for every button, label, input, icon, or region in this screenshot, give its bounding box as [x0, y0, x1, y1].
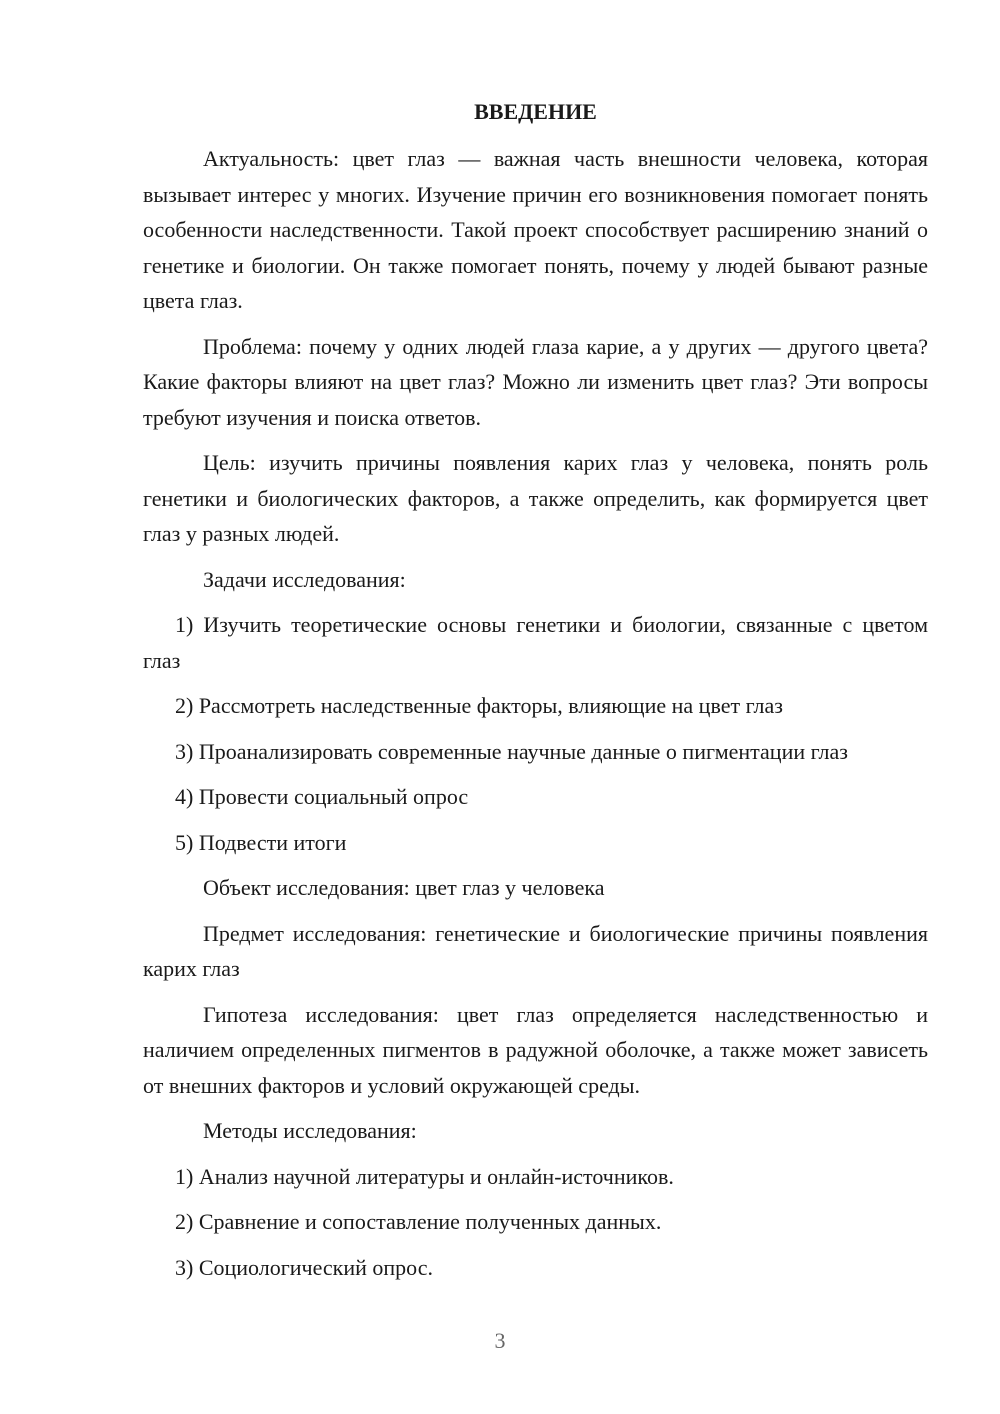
subject-paragraph: Предмет исследования: генетические и биологические причины появления карих глаз	[143, 920, 928, 981]
page-number: 3	[494, 1328, 506, 1353]
method-item-3: 3) Социологический опрос.	[175, 1254, 433, 1280]
section-title: ВВЕДЕНИЕ	[474, 99, 597, 124]
methods-heading: Методы исследования:	[203, 1118, 417, 1143]
method-item-1: 1) Анализ научной литературы и онлайн-источников.	[175, 1163, 674, 1189]
task-item-4: 4) Провести социальный опрос	[175, 784, 469, 809]
hypothesis-paragraph: Гипотеза исследования: цвет глаз определяется наследственностью и наличием определенных пигментов в радужной оболочке, а также может зависеть от внешних факторов и условий окружающей среды.	[143, 1001, 928, 1098]
goal-paragraph: Цель: изучить причины появления карих глаз у человека, понять роль генетики и биологических факторов, а также определить, как формируется цвет глаз у разных людей.	[143, 450, 928, 546]
document-page	[143, 94, 928, 1295]
object-paragraph: Объект исследования: цвет глаз у человека	[203, 875, 605, 900]
problem-paragraph: Проблема: почему у одних людей глаза карие, а у других — другого цвета? Какие факторы влияют на цвет глаз? Можно ли изменить цвет глаз? Эти вопросы требуют изучения и поиска ответов.	[143, 333, 928, 430]
tasks-heading: Задачи исследования:	[203, 566, 406, 592]
task-item-3: 3) Проанализировать современные научные данные о пигментации глаз	[175, 738, 848, 764]
task-item-1: 1) Изучить теоретические основы генетики и биологии, связанные с цветом глаз	[143, 612, 928, 673]
task-item-2: 2) Рассмотреть наследственные факторы, влияющие на цвет глаз	[175, 693, 783, 718]
task-item-5: 5) Подвести итоги	[175, 829, 347, 855]
relevance-paragraph: Актуальность: цвет глаз — важная часть внешности человека, которая вызывает интерес у многих. Изучение причин его возникновения помогает понять особенности наследственности. Такой проект способствует расширению знаний о генетике и биологии. Он также помогает понять, почему у людей бывают разные цвета глаз.	[143, 146, 928, 313]
method-item-2: 2) Сравнение и сопоставление полученных данных.	[175, 1209, 662, 1234]
